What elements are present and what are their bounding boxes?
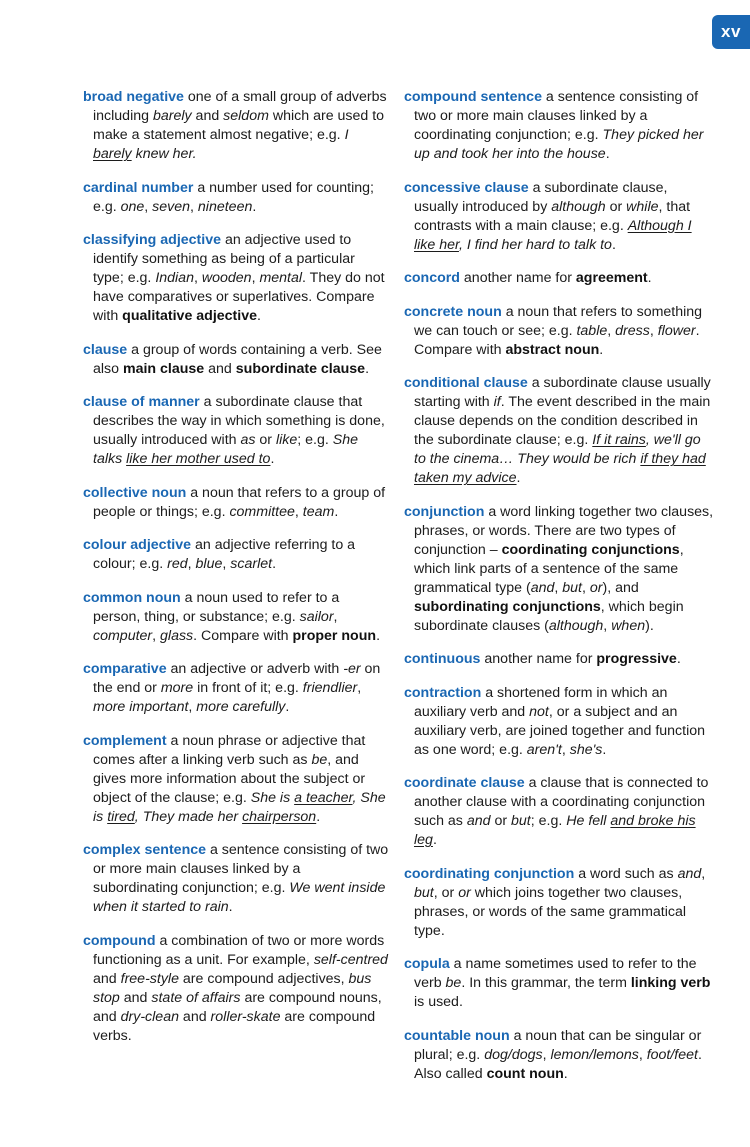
glossary-term: colour adjective — [83, 537, 192, 554]
entry-text: , — [190, 198, 198, 215]
example-text: and broke his leg — [414, 813, 696, 849]
glossary-entry — [404, 955, 714, 1012]
glossary-term: conjunction — [404, 503, 485, 520]
glossary-term: compound sentence — [404, 89, 542, 106]
example-text: table — [576, 322, 608, 339]
example-text: We went inside when it started to rain — [93, 880, 386, 916]
entry-text: . — [270, 451, 275, 468]
cross-reference: qualitative adjective — [122, 308, 258, 325]
example-text: more — [160, 680, 194, 697]
glossary-column-right — [404, 74, 714, 1098]
entry-text: . — [376, 627, 381, 644]
example-text: a teacher — [294, 789, 353, 806]
example-text: They made her — [142, 808, 243, 825]
example-text: seldom — [223, 108, 269, 125]
entry-text: , — [333, 608, 338, 625]
glossary-entry — [404, 865, 714, 941]
cross-reference: progressive — [596, 651, 677, 668]
entry-text: an adjective referring to a colour; e.g. — [93, 537, 356, 573]
entry-text: another name for — [480, 651, 597, 668]
entry-text: , — [607, 322, 616, 339]
example-text: bus stop — [93, 970, 372, 1006]
entry-text: another name for — [459, 270, 576, 287]
entry-text: an adjective or adverb with — [166, 661, 344, 678]
example-text: friendlier — [302, 680, 358, 697]
example-text: flower — [657, 322, 696, 339]
example-text: free-style — [120, 970, 179, 987]
entry-text: a shortened form in which an auxiliary verb and — [414, 684, 668, 720]
entry-text: ), and — [602, 579, 639, 596]
example-text: and — [530, 579, 555, 596]
entry-text: and — [178, 1008, 211, 1025]
glossary-term: continuous — [404, 651, 481, 668]
entry-text: a group of words containing a verb. See also — [93, 341, 382, 377]
example-text: when — [611, 617, 646, 634]
glossary-entry — [404, 774, 714, 850]
entry-text: , — [193, 270, 202, 287]
entry-text: , — [554, 579, 563, 596]
glossary-term: collective noun — [83, 484, 187, 501]
example-text: like — [275, 432, 298, 449]
example-text: sailor — [299, 608, 334, 625]
glossary-term: complement — [83, 732, 167, 749]
entry-text: , — [561, 741, 570, 758]
example-text: if they had taken my advice — [414, 451, 706, 487]
entry-text: are compound nouns, and — [93, 989, 382, 1025]
example-text: If it rains — [592, 432, 646, 449]
entry-text: , — [187, 556, 196, 573]
example-text: state of affairs — [151, 989, 241, 1006]
entry-text: , and gives more information about the subject or object of the clause; e.g. — [93, 751, 366, 806]
entry-text: are compound adjectives, — [178, 970, 349, 987]
example-text: She is — [250, 789, 295, 806]
entry-text: , — [294, 503, 303, 520]
example-text: She talks — [93, 432, 359, 468]
entry-text: or — [255, 432, 276, 449]
example-text: red — [167, 556, 188, 573]
entry-text: a noun that refers to a group of people or things; e.g. — [93, 484, 386, 520]
glossary-entry — [404, 650, 714, 669]
entry-text: which joins together two clauses, phrases, or words of the same grammatical type. — [414, 884, 687, 939]
example-text: chairperson — [242, 808, 317, 825]
example-text: self-centred — [313, 951, 388, 968]
glossary-entry — [404, 503, 714, 636]
entry-text: a sentence consisting of two or more main clauses linked by a coordinating conjunction; e.g. — [414, 89, 699, 144]
example-text: one — [120, 198, 145, 215]
example-text: barely — [152, 108, 192, 125]
entry-text: . The event described in the main clause depends on the condition described in the subordinate clause; e.g. — [414, 394, 711, 449]
entry-text: . — [334, 503, 339, 520]
example-text: but — [414, 884, 434, 901]
example-text: committee — [229, 503, 295, 520]
entry-text: ). — [645, 617, 654, 634]
entry-text: which are used to make a statement almost negative; e.g. — [93, 108, 385, 144]
example-text: like her mother used to — [126, 451, 271, 468]
glossary-term: coordinate clause — [404, 775, 525, 792]
entry-text: , which begin subordinate clauses ( — [414, 598, 684, 634]
entry-text: . — [432, 832, 437, 849]
entry-text: . In this grammar, the term — [461, 975, 631, 992]
cross-reference: subordinating conjunctions — [414, 598, 601, 615]
cross-reference: subordinate clause — [235, 360, 366, 377]
entry-text: a clause that is connected to another clause with a coordinating conjunction such as — [414, 775, 709, 830]
entry-text: . — [285, 699, 290, 716]
glossary-entry — [83, 341, 389, 379]
entry-text: . — [272, 556, 277, 573]
entry-text: a noun used to refer to a person, thing, or substance; e.g. — [93, 589, 340, 625]
glossary-entry — [404, 269, 714, 288]
glossary-entry — [83, 660, 389, 717]
entry-text: , — [144, 198, 153, 215]
cross-reference: count noun — [486, 1065, 564, 1082]
glossary-term: complex sentence — [83, 842, 207, 859]
example-text: or — [458, 884, 471, 901]
example-text: , — [134, 808, 143, 825]
entry-text: a noun phrase or adjective that comes after a linking verb such as — [93, 732, 366, 768]
glossary-term: countable noun — [404, 1027, 510, 1044]
glossary-entry — [83, 841, 389, 917]
glossary-term: broad negative — [83, 89, 184, 106]
entry-text: . — [365, 360, 370, 377]
cross-reference: proper noun — [292, 627, 377, 644]
glossary-entry — [404, 684, 714, 760]
entry-text: one of a small group of adverbs including — [93, 89, 387, 125]
example-text: nineteen — [197, 198, 253, 215]
glossary-entry — [404, 374, 714, 488]
entry-text: a name sometimes used to refer to the verb — [414, 956, 697, 992]
example-text: while — [626, 198, 659, 215]
entry-text: or — [605, 198, 627, 215]
entry-text: is used. — [414, 994, 463, 1011]
entry-text: or — [490, 813, 512, 830]
entry-text: . — [563, 1065, 568, 1082]
example-text: dress — [615, 322, 650, 339]
entry-text: , or a subject and an auxiliary verb, are joined together and function as one word; e.g. — [414, 703, 706, 758]
example-text: mental — [259, 270, 303, 287]
entry-text: are compound verbs. — [93, 1008, 376, 1044]
glossary-entry — [83, 536, 389, 574]
glossary-column-left — [83, 74, 389, 1060]
glossary-entry — [404, 179, 714, 255]
entry-text: . — [316, 808, 321, 825]
entry-text: , — [188, 699, 197, 716]
glossary-term: compound — [83, 932, 156, 949]
entry-text: on the end or — [93, 661, 381, 697]
entry-text: , — [603, 617, 612, 634]
glossary-term: concord — [404, 270, 460, 287]
glossary-term: comparative — [83, 661, 167, 678]
example-text: be — [445, 975, 462, 992]
entry-text: and — [204, 360, 236, 377]
glossary-term: clause of manner — [83, 394, 200, 411]
entry-text: a number used for counting; e.g. — [93, 179, 374, 215]
glossary-entry — [83, 589, 389, 646]
entry-text: . — [676, 651, 681, 668]
example-text: more carefully — [196, 699, 286, 716]
entry-text: , or — [433, 884, 459, 901]
example-text: she's — [569, 741, 603, 758]
glossary-term: concessive clause — [404, 179, 529, 196]
entry-text: ; e.g. — [297, 432, 333, 449]
example-text: not — [529, 703, 549, 720]
cross-reference: linking verb — [630, 975, 711, 992]
example-text: -er — [343, 661, 361, 678]
example-text: scarlet — [230, 556, 273, 573]
entry-text: . They do not have comparatives or superlatives. Compare with — [93, 270, 385, 325]
entry-text: , — [649, 322, 658, 339]
example-text: or — [589, 579, 603, 596]
glossary-entry — [404, 303, 714, 360]
cross-reference: abstract noun — [505, 341, 600, 358]
entry-text: a combination of two or more words functioning as a unit. For example, — [93, 932, 385, 968]
entry-text: , — [638, 1046, 647, 1063]
example-text: , we'll go to the cinema… They would be rich — [414, 432, 701, 468]
example-text: She is — [93, 789, 386, 825]
entry-text: , that contrasts with a main clause; e.g. — [414, 198, 691, 234]
glossary-term: coordinating conjunction — [404, 865, 575, 882]
entry-text: and — [93, 970, 121, 987]
glossary-term: clause — [83, 341, 128, 358]
entry-text: . — [252, 198, 257, 215]
entry-text: . Compare with — [193, 627, 293, 644]
example-text: aren't — [526, 741, 562, 758]
entry-text: . — [605, 146, 610, 163]
entry-text: . Also called — [414, 1046, 702, 1082]
entry-text: a noun that refers to something we can touch or see; e.g. — [414, 303, 703, 339]
entry-text: a subordinate clause that describes the way in which something is done, usually introduced with — [93, 394, 385, 449]
example-text: blue — [195, 556, 223, 573]
entry-text: in front of it; e.g. — [193, 680, 303, 697]
glossary-term: cardinal number — [83, 179, 194, 196]
glossary-term: concrete noun — [404, 303, 502, 320]
entry-text: , — [357, 680, 362, 697]
entry-text: , — [581, 579, 590, 596]
entry-text: . — [647, 270, 652, 287]
entry-text: and — [191, 108, 224, 125]
example-text: , — [352, 789, 361, 806]
glossary-entry — [83, 88, 389, 164]
example-text: knew her. — [131, 146, 197, 163]
entry-text: , — [222, 556, 231, 573]
entry-text: ; e.g. — [530, 813, 567, 830]
entry-text: . — [228, 899, 233, 916]
entry-text: . — [257, 308, 261, 325]
entry-text: a subordinate clause usually starting with — [414, 375, 711, 411]
example-text: tired — [107, 808, 135, 825]
example-text: Although I like her — [414, 217, 692, 253]
entry-text: a word such as — [574, 865, 678, 882]
example-text: Indian — [155, 270, 194, 287]
example-text: foot/feet — [646, 1046, 698, 1063]
entry-text: . — [611, 236, 616, 253]
entry-text: . — [599, 341, 604, 358]
entry-text: , which link parts of a sentence of the same grammatical type ( — [414, 541, 684, 596]
example-text: wooden — [201, 270, 252, 287]
glossary-entry — [83, 932, 389, 1046]
glossary-entry — [83, 393, 389, 469]
glossary-term: contraction — [404, 684, 482, 701]
entry-text: , — [152, 627, 161, 644]
example-text: as — [240, 432, 256, 449]
glossary-entry — [83, 732, 389, 827]
example-text: They picked her up and took her into the house — [414, 127, 704, 163]
example-text: dog/dogs — [484, 1046, 543, 1063]
cross-reference: agreement — [575, 270, 648, 287]
example-text: although — [548, 617, 604, 634]
example-text: but — [562, 579, 582, 596]
glossary-term: conditional clause — [404, 375, 528, 392]
cross-reference: main clause — [122, 360, 205, 377]
example-text: computer — [93, 627, 153, 644]
example-text: I — [344, 127, 349, 144]
example-text: lemon/lemons — [550, 1046, 639, 1063]
example-text: , I find her hard to talk to — [458, 236, 612, 253]
entry-text: , — [542, 1046, 551, 1063]
page-number-badge: xv — [712, 15, 750, 49]
glossary-entry — [404, 1027, 714, 1084]
glossary-entry — [83, 231, 389, 326]
entry-text: , — [251, 270, 260, 287]
glossary-term: classifying adjective — [83, 232, 222, 249]
glossary-entry — [83, 179, 389, 217]
entry-text: a sentence consisting of two or more main clauses linked by a subordinating conjunction; e.g. — [93, 842, 389, 897]
cross-reference: coordinating conjunctions — [501, 541, 680, 558]
example-text: but — [511, 813, 531, 830]
example-text: more important — [93, 699, 189, 716]
entry-text: and — [119, 989, 152, 1006]
entry-text: an adjective used to identify something as being of a particular type; e.g. — [93, 232, 355, 287]
glossary-term: common noun — [83, 589, 181, 606]
example-text: and — [466, 813, 491, 830]
entry-text: . — [602, 741, 607, 758]
glossary-entry — [83, 484, 389, 522]
example-text: He fell — [566, 813, 611, 830]
example-text: and — [677, 865, 702, 882]
example-text: team — [302, 503, 335, 520]
glossary-term: copula — [404, 956, 450, 973]
glossary-entry — [404, 88, 714, 164]
example-text: roller-skate — [210, 1008, 281, 1025]
example-text: dry-clean — [120, 1008, 179, 1025]
entry-text: a subordinate clause, usually introduced by — [414, 179, 668, 215]
entry-text: a noun that can be singular or plural; e.g. — [414, 1027, 702, 1063]
example-text: if — [493, 394, 501, 411]
example-text: barely — [93, 146, 132, 163]
entry-text: a word linking together two clauses, phrases, or words. There are two types of conjunction – — [414, 503, 714, 558]
example-text: be — [311, 751, 328, 768]
example-text: seven — [152, 198, 191, 215]
example-text: glass — [160, 627, 194, 644]
entry-text: . Compare with — [414, 322, 700, 358]
example-text: although — [551, 198, 606, 215]
entry-text: , — [701, 865, 706, 882]
entry-text: . — [516, 470, 521, 487]
